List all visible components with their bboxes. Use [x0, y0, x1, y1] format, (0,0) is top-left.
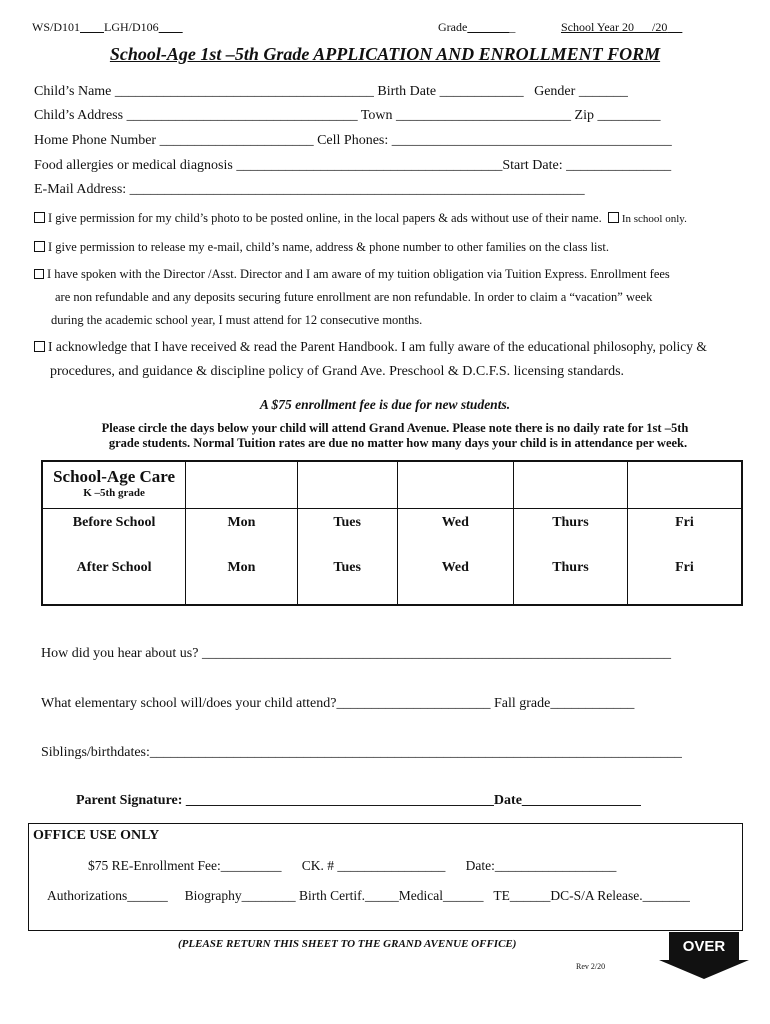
schedule-subheading: K –5th grade	[83, 487, 145, 499]
zip-input[interactable]: _________	[597, 108, 661, 123]
row-elementary	[41, 696, 634, 712]
town-label: Town	[360, 108, 393, 123]
circle-note-line-1: Please circle the days below your child will attend Grand Avenue. Please note there is no daily rate for 1st –5th	[101, 421, 689, 435]
child-name-input[interactable]: _____________________________________	[114, 84, 374, 99]
re-enroll-fee-label: $75 RE-Enrollment Fee:	[88, 858, 221, 873]
schedule-header-row	[42, 461, 742, 508]
office-use-box	[28, 823, 743, 931]
after-mon[interactable]: Mon	[186, 555, 298, 605]
birth-certif-label: Birth Certif.	[299, 888, 365, 903]
email-input[interactable]: _________________________________________________________________	[129, 182, 585, 197]
photo-permission-text: I give permission for my child’s photo to be posted online, in the local papers & ads without use of their name.	[48, 211, 602, 225]
before-thurs[interactable]: Thurs	[514, 508, 628, 555]
biography-input[interactable]: ________	[241, 888, 296, 903]
handbook-checkbox[interactable]	[34, 341, 45, 352]
zip-label: Zip	[574, 108, 594, 123]
handbook-text-1: I acknowledge that I have received & read the Parent Handbook. I am fully aware of the educational philosophy, policy &	[48, 339, 707, 354]
school-only-text: In school only.	[621, 213, 687, 225]
dcsa-label: DC-S/A Release.	[550, 888, 643, 903]
row-phones	[34, 133, 672, 149]
row-signature	[76, 793, 641, 809]
child-address-label: Child’s Address	[34, 108, 124, 123]
before-fri[interactable]: Fri	[627, 508, 742, 555]
row-hear-about	[41, 646, 671, 662]
gender-label: Gender	[534, 84, 576, 99]
birth-date-label: Birth Date	[377, 84, 437, 99]
schedule-table	[41, 460, 743, 606]
office-date-input[interactable]: __________________	[494, 858, 617, 873]
gender-input[interactable]: _______	[578, 84, 628, 99]
after-tues[interactable]: Tues	[297, 555, 397, 605]
food-allergies-input[interactable]: ______________________________________	[236, 158, 503, 173]
before-school-label: Before School	[42, 508, 186, 555]
tuition-text-1: I have spoken with the Director /Asst. Director and I am aware of my tuition obligation via Tuition Express. Enrollment fees	[47, 267, 670, 281]
table-row	[42, 508, 742, 555]
authorizations-input[interactable]: ______	[127, 888, 168, 903]
row-child-name	[34, 84, 628, 100]
fall-grade-input[interactable]: ____________	[550, 696, 635, 711]
row-siblings	[41, 745, 682, 761]
permission-release	[34, 240, 609, 255]
after-fri[interactable]: Fri	[627, 555, 742, 605]
school-year-slash: /20	[652, 20, 668, 34]
over-arrow-icon	[659, 930, 749, 980]
schedule-heading-cell	[42, 461, 186, 508]
office-use-title: OFFICE USE ONLY	[33, 828, 160, 843]
start-date-input[interactable]: _______________	[566, 158, 672, 173]
town-input[interactable]: _________________________	[396, 108, 572, 123]
after-wed[interactable]: Wed	[397, 555, 514, 605]
child-name-label: Child’s Name	[34, 84, 112, 99]
cell-phones-label: Cell Phones:	[317, 133, 389, 148]
food-allergies-label: Food allergies or medical diagnosis	[34, 158, 233, 173]
home-phone-label: Home Phone Number	[34, 133, 157, 148]
return-note: (PLEASE RETURN THIS SHEET TO THE GRAND AVENUE OFFICE)	[178, 938, 517, 950]
grade-label: Grade	[438, 20, 468, 34]
cell-phones-input[interactable]: ________________________________________	[391, 133, 672, 148]
row-email	[34, 182, 585, 198]
ws-code: WS/D101	[32, 20, 80, 34]
school-only-checkbox[interactable]	[608, 212, 619, 223]
biography-label: Biography	[184, 888, 242, 903]
authorizations-label: Authorizations	[47, 888, 128, 903]
re-enroll-fee-input[interactable]: _________	[220, 858, 282, 873]
before-wed[interactable]: Wed	[397, 508, 514, 555]
form-codes	[32, 20, 183, 35]
circle-note-line-2: grade students. Normal Tuition rates are due no matter how many days your child is in attendance per week.	[108, 436, 688, 450]
dcsa-input[interactable]: _______	[642, 888, 690, 903]
before-tues[interactable]: Tues	[297, 508, 397, 555]
release-permission-text: I give permission to release my e-mail, child’s name, address & phone number to other families on the class list.	[48, 240, 609, 254]
fall-grade-label: Fall grade	[493, 696, 551, 711]
birth-certif-input[interactable]: _____	[365, 888, 399, 903]
medical-input[interactable]: ______	[442, 888, 484, 903]
siblings-label: Siblings/birthdates:	[41, 745, 150, 760]
schedule-heading: School-Age Care	[53, 467, 176, 486]
release-checkbox[interactable]	[34, 241, 45, 252]
parent-signature-input[interactable]: ____________________________________________	[185, 793, 494, 808]
parent-signature-label: Parent Signature:	[76, 793, 183, 808]
revision-label: Rev 2/20	[576, 962, 606, 971]
page-title: School-Age 1st –5th Grade APPLICATION AND ENROLLMENT FORM	[109, 44, 661, 64]
row-allergies	[34, 158, 671, 174]
signature-date-label: Date	[493, 793, 522, 808]
birth-date-input[interactable]: ____________	[439, 84, 524, 99]
office-row-fees	[88, 858, 616, 874]
permission-tuition	[34, 267, 670, 282]
tuition-text-2: are non refundable and any deposits securing future enrollment are non refundable. In order to claim a “vacation” week	[55, 290, 653, 304]
photo-checkbox[interactable]	[34, 212, 45, 223]
hear-about-input[interactable]: ___________________________________________________________________	[201, 646, 671, 661]
enrollment-fee-note: A $75 enrollment fee is due for new students.	[259, 397, 511, 412]
hear-about-label: How did you hear about us?	[41, 646, 199, 661]
office-row-docs	[47, 888, 690, 904]
handbook-text-2: procedures, and guidance & discipline policy of Grand Ave. Preschool & D.C.F.S. licensing standards.	[50, 364, 625, 379]
over-label: OVER	[682, 938, 726, 955]
after-school-label: After School	[42, 555, 186, 605]
ck-label: CK. #	[301, 858, 334, 873]
permission-handbook	[34, 339, 707, 355]
email-label: E-Mail Address:	[34, 182, 127, 197]
te-input[interactable]: ______	[509, 888, 551, 903]
te-label: TE	[493, 888, 510, 903]
before-mon[interactable]: Mon	[186, 508, 298, 555]
school-year-field[interactable]	[561, 20, 682, 35]
ck-input[interactable]: ________________	[337, 858, 446, 873]
medical-label: Medical	[398, 888, 443, 903]
school-year-label: School Year 20	[561, 20, 635, 34]
grade-field[interactable]: Grade _	[438, 20, 516, 34]
office-date-label: Date:	[465, 858, 495, 873]
tuition-checkbox[interactable]	[34, 269, 44, 279]
after-thurs[interactable]: Thurs	[514, 555, 628, 605]
tuition-text-3: during the academic school year, I must attend for 12 consecutive months.	[51, 313, 423, 327]
elementary-input[interactable]: ______________________	[336, 696, 491, 711]
home-phone-input[interactable]: ______________________	[159, 133, 314, 148]
signature-date-input[interactable]: _________________	[521, 793, 641, 808]
row-address	[34, 108, 660, 124]
siblings-input[interactable]: ____________________________________________________________________________	[149, 745, 682, 760]
table-row	[42, 555, 742, 605]
start-date-label: Start Date:	[502, 158, 563, 173]
child-address-input[interactable]: _________________________________	[126, 108, 358, 123]
permission-photo	[34, 211, 687, 226]
lgh-code: LGH/D106	[104, 20, 159, 34]
elementary-label: What elementary school will/does your child attend?	[41, 696, 337, 711]
